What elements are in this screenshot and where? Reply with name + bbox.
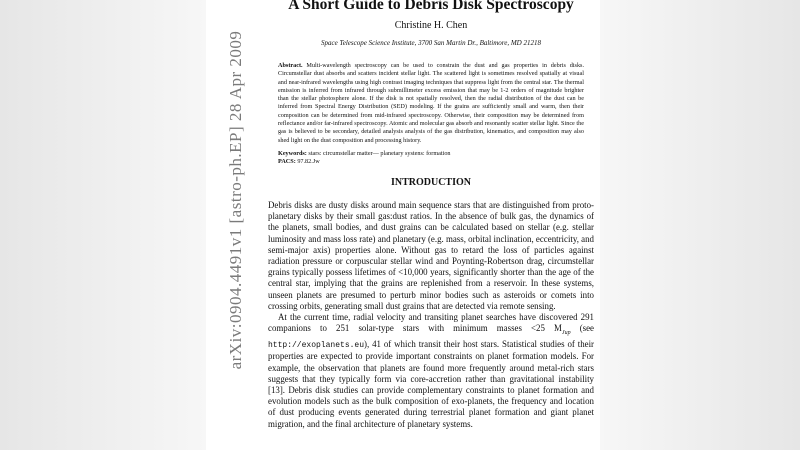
- arxiv-identifier-stamp: [206, 0, 266, 450]
- pacs-text: 97.82.Jw: [297, 157, 320, 165]
- exoplanets-url-link[interactable]: http://exoplanets.eu: [268, 341, 365, 351]
- page-content: [268, 0, 594, 430]
- right-background-margin: [600, 0, 800, 450]
- jupiter-mass-subscript: Jup: [561, 329, 571, 336]
- keywords-text: stars: circumstellar matter— planetary systens: formation: [308, 149, 451, 157]
- paragraph-2-text-end: ), 41 of which transit their host stars. Statistical studies of their properties are expected to provide important constraints on planet formation models. For example, the observation that planets are found more frequently around metal-rich stars suggests that they typically form via core-accretion rather than gravitational instability [13]. Debris disk studies can provide complementary constraints to planet formation and evolution models such as the bulk composition of exo-planets, the frequency and location of dust producing events generated during terrestrial planet formation and giant planet migration, and the final architecture of planetary systems.: [268, 339, 594, 429]
- section-heading-introduction: INTRODUCTION: [390, 176, 471, 188]
- paragraph-2-text-mid: (see: [570, 323, 594, 334]
- paragraph-2-text-start: At the current time, radial velocity and transiting planet searches have discovered 291 companions to 251 solar-type stars with minimum masses <25 M: [268, 312, 594, 334]
- author-affiliation: Space Telescope Science Institute, 3700 San Martin Dr., Baltimore, MD 21218: [321, 39, 541, 47]
- author-name: Christine H. Chen: [394, 20, 468, 31]
- keywords-label: Keywords:: [278, 149, 307, 157]
- pacs-label: PACS:: [278, 157, 296, 165]
- arxiv-identifier: arXiv:0904.4491v1 [astro-ph.EP] 28 Apr 2009: [226, 30, 245, 370]
- abstract-label: Abstract.: [278, 62, 303, 69]
- paper-title: A Short Guide to Debris Disk Spectroscopy: [288, 0, 574, 13]
- abstract: [278, 62, 584, 145]
- left-background-margin: [0, 0, 206, 450]
- intro-paragraph-2: [268, 312, 594, 430]
- intro-paragraph-1: Debris disks are dusty disks around main sequence stars that are distinguished from proto-planetary disks by their small gas:dust ratios. In the absence of bulk gas, the dynamics of the planets, small bodies, and dust grains can be calculated based on stellar (e.g. stellar luminosity and mass loss rate) and planetary (e.g. mass, orbital inclination, eccentricity, and semi-major axis) properties alone. Without gas to retard the loss of particles against radiation pressure or corpuscular stellar wind and Poynting-Robertson drag, circumstellar grains typically possess lifetimes of <10,000 years, significantly shorter than the age of the central star, implying that the grains are replenished from a reservoir. In these systems, unseen planets are presumed to perturb minor bodies such as asteroids or comets into crossing orbits, generating small dust grains that are detected via remote sensing.: [268, 199, 594, 311]
- abstract-text: Multi-wavelength spectroscopy can be used to constrain the dust and gas properties in debris disks. Circumstellar dust absorbs and scatters incident stellar light. The scattered light is sometimes resolved spatially at visual and near-infrared wavelengths using high contrast imaging techniques that suppress light from the central star. The thermal emission is inferred from infrared through submillimeter excess emission that may be 1-2 orders of magnitude brighter than the stellar photosphere alone. If the disk is not spatially resolved, then the radial distribution of the dust can be inferred from Spectral Energy Distribution (SED) modeling. If the grains are sufficiently small and warm, then their composition can be determined from mid-infrared spectroscopy. Otherwise, their composition may be determined from reflectance and/or far-infrared spectroscopy. Atomic and molecular gas absorb and resonantly scatter stellar light. Since the gas is believed to be secondary, detailed analysis analysis of the gas distribution, kinematics, and composition may also shed light on the dust composition and processing history.: [278, 62, 585, 144]
- paper-page: [206, 0, 600, 450]
- keywords-block: [278, 150, 584, 166]
